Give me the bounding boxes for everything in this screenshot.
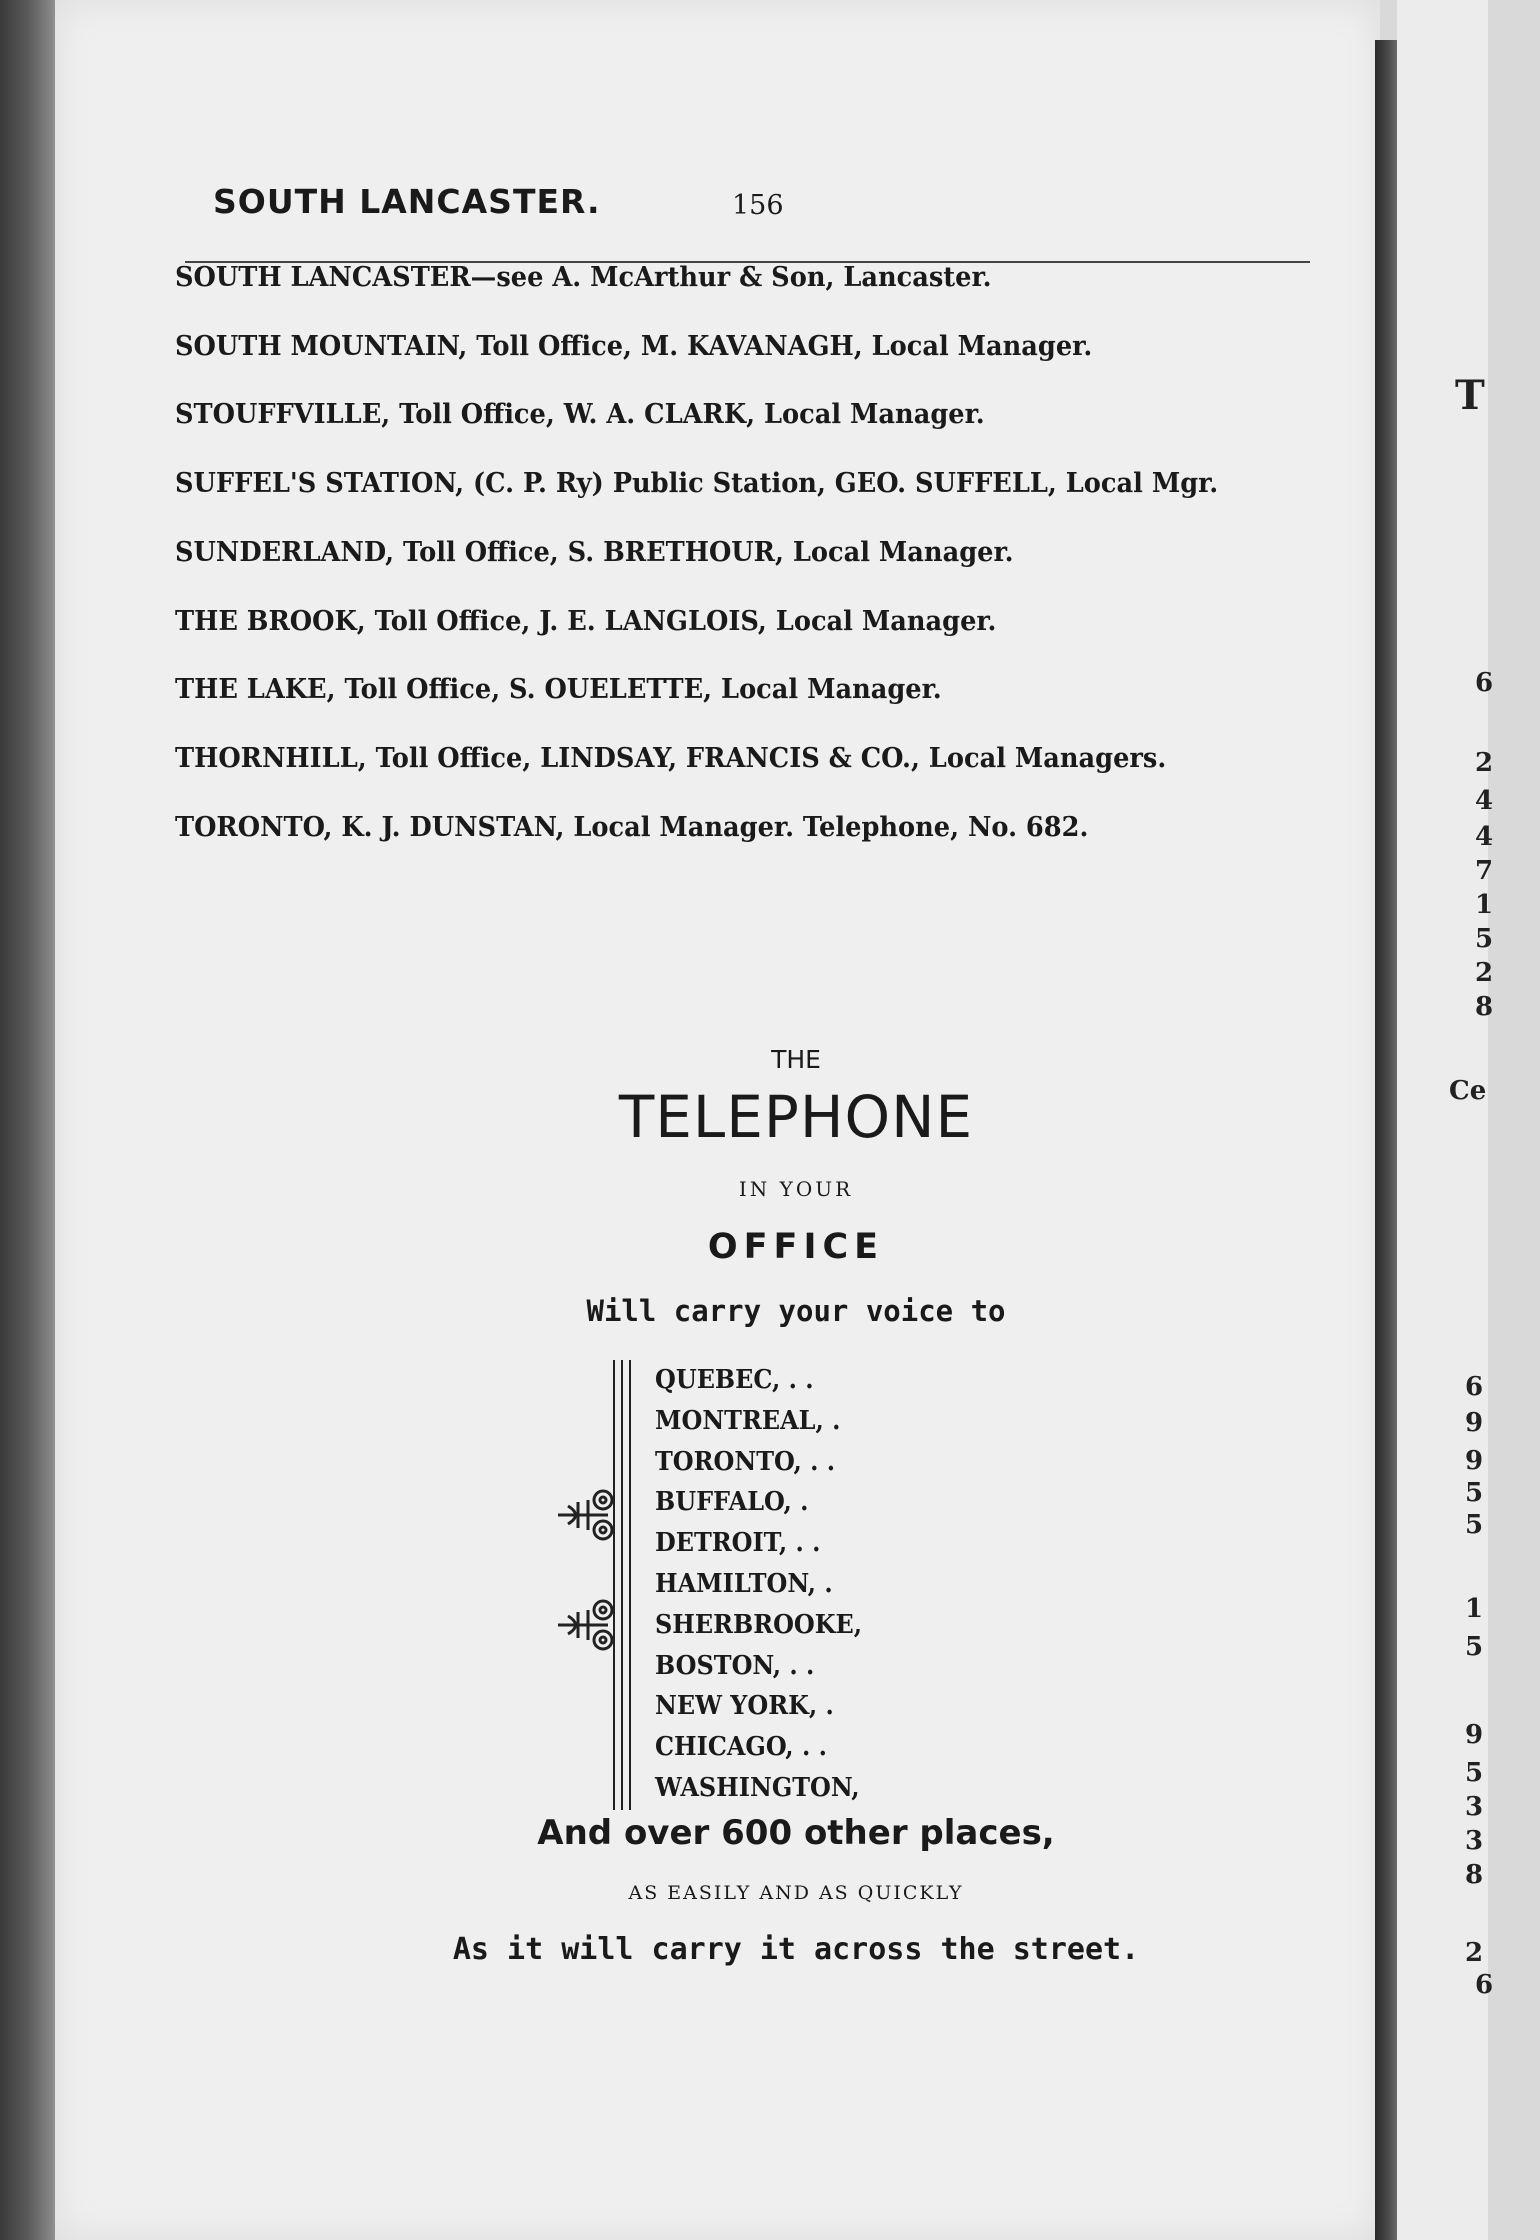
ad-office: OFFICE [707, 1227, 885, 1267]
fragment: 3 [1465, 1826, 1484, 1856]
fragment: 5 [1465, 1758, 1484, 1788]
directory-entry: SOUTH MOUNTAIN, Toll Office, M. KAVANAGH, Local Manager. [175, 331, 1093, 362]
fragment: 9 [1465, 1446, 1484, 1476]
directory-entry: SOUTH LANCASTER—see A. McArthur & Son, Lancaster. [175, 262, 992, 293]
scroll-ornament-icon [548, 1480, 618, 1550]
fragment: 8 [1475, 992, 1494, 1022]
city-item: CHICAGO, . . [655, 1732, 827, 1763]
page-number: 156 [732, 190, 784, 221]
fragment: 9 [1465, 1720, 1484, 1750]
ad-street-line: As it will carry it across the street. [452, 1932, 1140, 1967]
city-item: TORONTO, . . [655, 1446, 836, 1477]
fragment: 2 [1465, 1938, 1484, 1968]
bracket-line [621, 1360, 623, 1810]
ad-in-your: IN YOUR [738, 1177, 854, 1201]
city-item: NEW YORK, . [655, 1691, 834, 1722]
ad-carry-line: Will carry your voice to [586, 1294, 1006, 1328]
city-item: MONTREAL, . [655, 1405, 841, 1436]
fragment: 5 [1465, 1478, 1484, 1508]
fragment: 5 [1475, 924, 1494, 954]
city-item: WASHINGTON, [655, 1772, 860, 1803]
fragment: 2 [1475, 958, 1494, 988]
city-item: BUFFALO, . [655, 1487, 809, 1518]
fragment: 7 [1475, 856, 1494, 886]
fragment: 6 [1465, 1372, 1484, 1402]
fragment: 1 [1475, 890, 1494, 920]
fragment: Ce [1449, 1076, 1487, 1106]
ad-the: THE [771, 1045, 821, 1074]
city-item: BOSTON, . . [655, 1650, 815, 1681]
fragment: 4 [1475, 786, 1494, 816]
directory-entry: STOUFFVILLE, Toll Office, W. A. CLARK, Local Manager. [175, 399, 985, 430]
fragment: 5 [1465, 1632, 1484, 1662]
directory-entry: THORNHILL, Toll Office, LINDSAY, FRANCIS & CO., Local Managers. [175, 743, 1167, 774]
city-item: HAMILTON, . [655, 1568, 833, 1599]
bracket-line [613, 1360, 615, 1810]
fragment: 1 [1465, 1594, 1484, 1624]
fragment: 5 [1465, 1510, 1484, 1540]
fragment: 8 [1465, 1860, 1484, 1890]
directory-entry: TORONTO, K. J. DUNSTAN, Local Manager. Telephone, No. 682. [175, 812, 1089, 843]
directory-entry: SUNDERLAND, Toll Office, S. BRETHOUR, Local Manager. [175, 537, 1014, 568]
bracket-line [629, 1360, 631, 1810]
fragment: 3 [1465, 1792, 1484, 1822]
city-item: SHERBROOKE, [655, 1609, 863, 1640]
fragment: 4 [1475, 822, 1494, 852]
fragment: 9 [1465, 1408, 1484, 1438]
directory-entry: SUFFEL'S STATION, (C. P. Ry) Public Station, GEO. SUFFELL, Local Mgr. [175, 468, 1219, 499]
fragment: 6 [1475, 668, 1494, 698]
fragment: 2 [1475, 748, 1494, 778]
directory-entry: THE LAKE, Toll Office, S. OUELETTE, Local Manager. [175, 674, 942, 705]
city-item: QUEBEC, . . [655, 1365, 814, 1395]
fragment: T [1455, 372, 1485, 419]
ad-telephone-heading: TELEPHONE [618, 1083, 974, 1151]
city-list [655, 1360, 880, 1809]
page-header-title: SOUTH LANCASTER. [213, 182, 601, 221]
city-item: DETROIT, . . [655, 1528, 821, 1559]
directory-entry: THE BROOK, Toll Office, J. E. LANGLOIS, Local Manager. [175, 606, 997, 637]
ad-over-places: And over 600 other places, [537, 1813, 1055, 1853]
fragment: 6 [1475, 1970, 1494, 2000]
ad-easily: AS EASILY AND AS QUICKLY [628, 1882, 964, 1904]
scroll-ornament-icon [548, 1590, 618, 1660]
